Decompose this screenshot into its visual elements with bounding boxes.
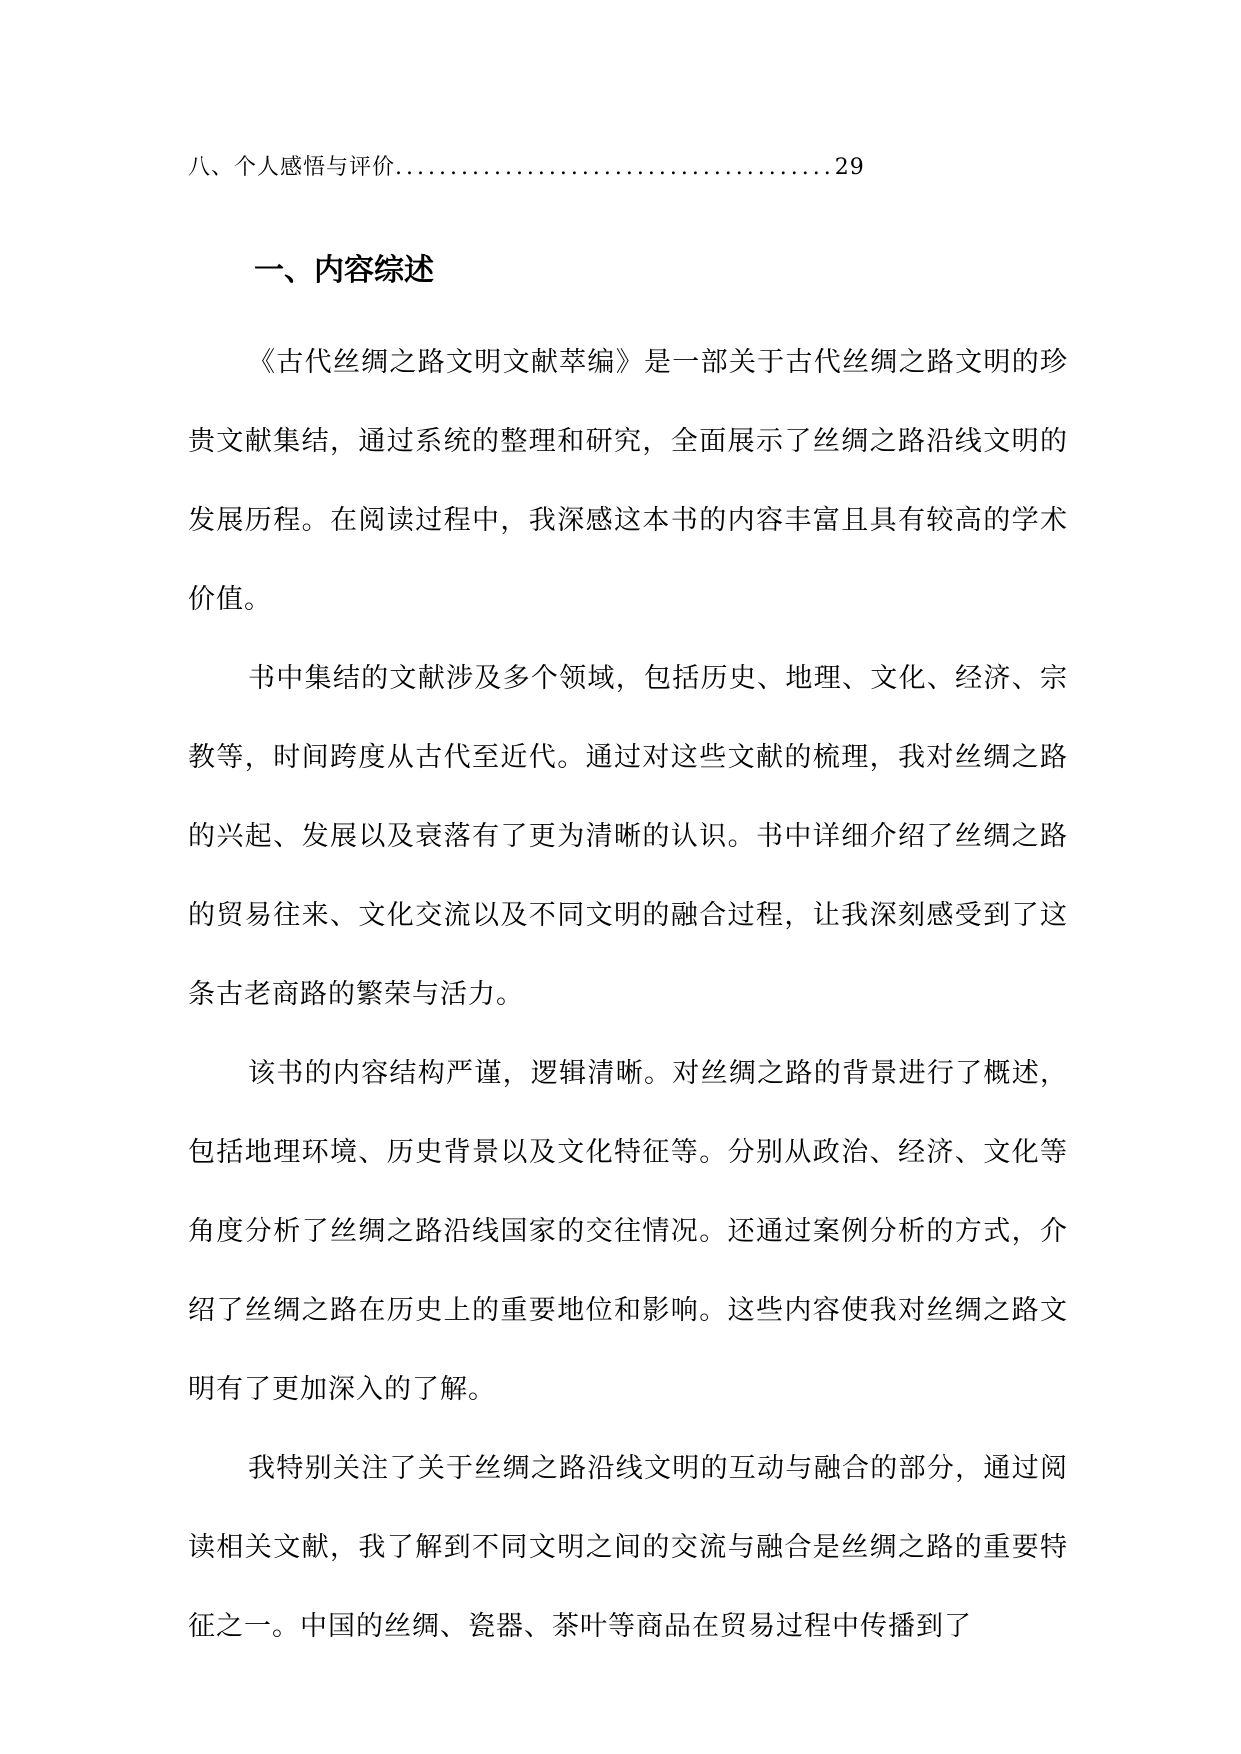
paragraph: 该书的内容结构严谨，逻辑清晰。对丝绸之路的背景进行了概述，包括地理环境、历史背景以及文化特征等。分别从政治、经济、文化等角度分析了丝绸之路沿线国家的交往情况。还通过案例分析的方式，介绍了丝绸之路在历史上的重要地位和影响。这些内容使我对丝绸之路文明有了更加深入的了解。 (188, 1058, 1068, 1405)
toc-entry[interactable] (188, 148, 988, 188)
paragraph: 书中集结的文献涉及多个领域，包括历史、地理、文化、经济、宗教等，时间跨度从古代至近代。通过对这些文献的梳理，我对丝绸之路的兴起、发展以及衰落有了更为清晰的认识。书中详细介绍了丝绸之路的贸易往来、文化交流以及不同文明的融合过程，让我深刻感受到了这条古老商路的繁荣与活力。 (188, 663, 1068, 1010)
toc-page-number: 29 (834, 155, 865, 180)
paragraph: 我特别关注了关于丝绸之路沿线文明的互动与融合的部分，通过阅读相关文献，我了解到不同文明之间的交流与融合是丝绸之路的重要特征之一。中国的丝绸、瓷器、茶叶等商品在贸易过程中传播到了 (188, 1453, 1068, 1642)
toc-entry-label: 八、个人感悟与评价 (188, 155, 396, 180)
section-heading: 一、内容综述 (254, 253, 434, 288)
toc-leader-dots: ........................................ (395, 155, 835, 180)
paragraph: 《古代丝绸之路文明文献萃编》是一部关于古代丝绸之路文明的珍贵文献集结，通过系统的整理和研究，全面展示了丝绸之路沿线文明的发展历程。在阅读过程中，我深感这本书的内容丰富且具有较高的学术价值。 (188, 347, 1068, 615)
body-text (188, 323, 1068, 1666)
